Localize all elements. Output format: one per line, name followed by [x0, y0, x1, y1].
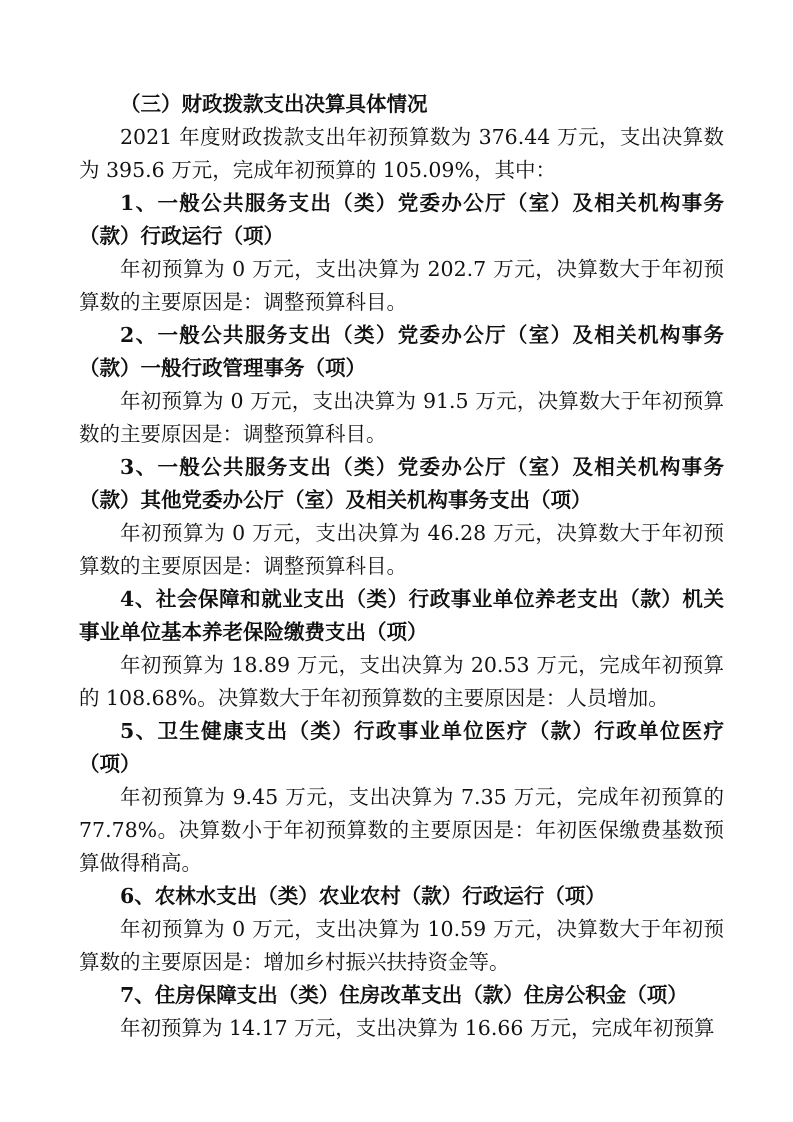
document-body: [79, 88, 724, 1045]
section-title: （三）财政拨款支出决算具体情况: [120, 92, 428, 116]
item-heading-2: 2、一般公共服务支出（类）党委办公厅（室）及相关机构事务（款）一般行政管理事务（项）: [79, 323, 724, 380]
item-heading-7: 7、住房保障支出（类）住房改革支出（款）住房公积金（项）: [120, 983, 688, 1007]
item-body-6: 年初预算为 0 万元，支出决算为 10.59 万元，决算数大于年初预算数的主要原因是：增加乡村振兴扶持资金等。: [79, 917, 724, 974]
item-heading-6: 6、农林水支出（类）农业农村（款）行政运行（项）: [120, 884, 606, 908]
item-heading-4: 4、社会保障和就业支出（类）行政事业单位养老支出（款）机关事业单位基本养老保险缴费支出（项）: [79, 587, 724, 644]
item-body-5: 年初预算为 9.45 万元，支出决算为 7.35 万元，完成年初预算的 77.78%。决算数小于年初预算数的主要原因是：年初医保缴费基数预算做得稍高。: [79, 785, 724, 875]
intro-paragraph: 2021 年度财政拨款支出年初预算数为 376.44 万元，支出决算数为 395.6 万元，完成年初预算的 105.09%，其中：: [79, 125, 724, 182]
item-body-4: 年初预算为 18.89 万元，支出决算为 20.53 万元，完成年初预算的 108.68%。决算数大于年初预算数的主要原因是：人员增加。: [79, 653, 724, 710]
item-body-3: 年初预算为 0 万元，支出决算为 46.28 万元，决算数大于年初预算数的主要原因是：调整预算科目。: [79, 521, 724, 578]
item-heading-1: 1、一般公共服务支出（类）党委办公厅（室）及相关机构事务（款）行政运行（项）: [79, 191, 724, 248]
item-body-1: 年初预算为 0 万元，支出决算为 202.7 万元，决算数大于年初预算数的主要原因是：调整预算科目。: [79, 257, 724, 314]
item-heading-5: 5、卫生健康支出（类）行政事业单位医疗（款）行政单位医疗（项）: [79, 719, 724, 776]
item-heading-3: 3、一般公共服务支出（类）党委办公厅（室）及相关机构事务（款）其他党委办公厅（室）及相关机构事务支出（项）: [79, 455, 724, 512]
item-body-2: 年初预算为 0 万元，支出决算为 91.5 万元，决算数大于年初预算数的主要原因是：调整预算科目。: [79, 389, 724, 446]
item-body-7: 年初预算为 14.17 万元，支出决算为 16.66 万元，完成年初预算: [120, 1016, 715, 1040]
